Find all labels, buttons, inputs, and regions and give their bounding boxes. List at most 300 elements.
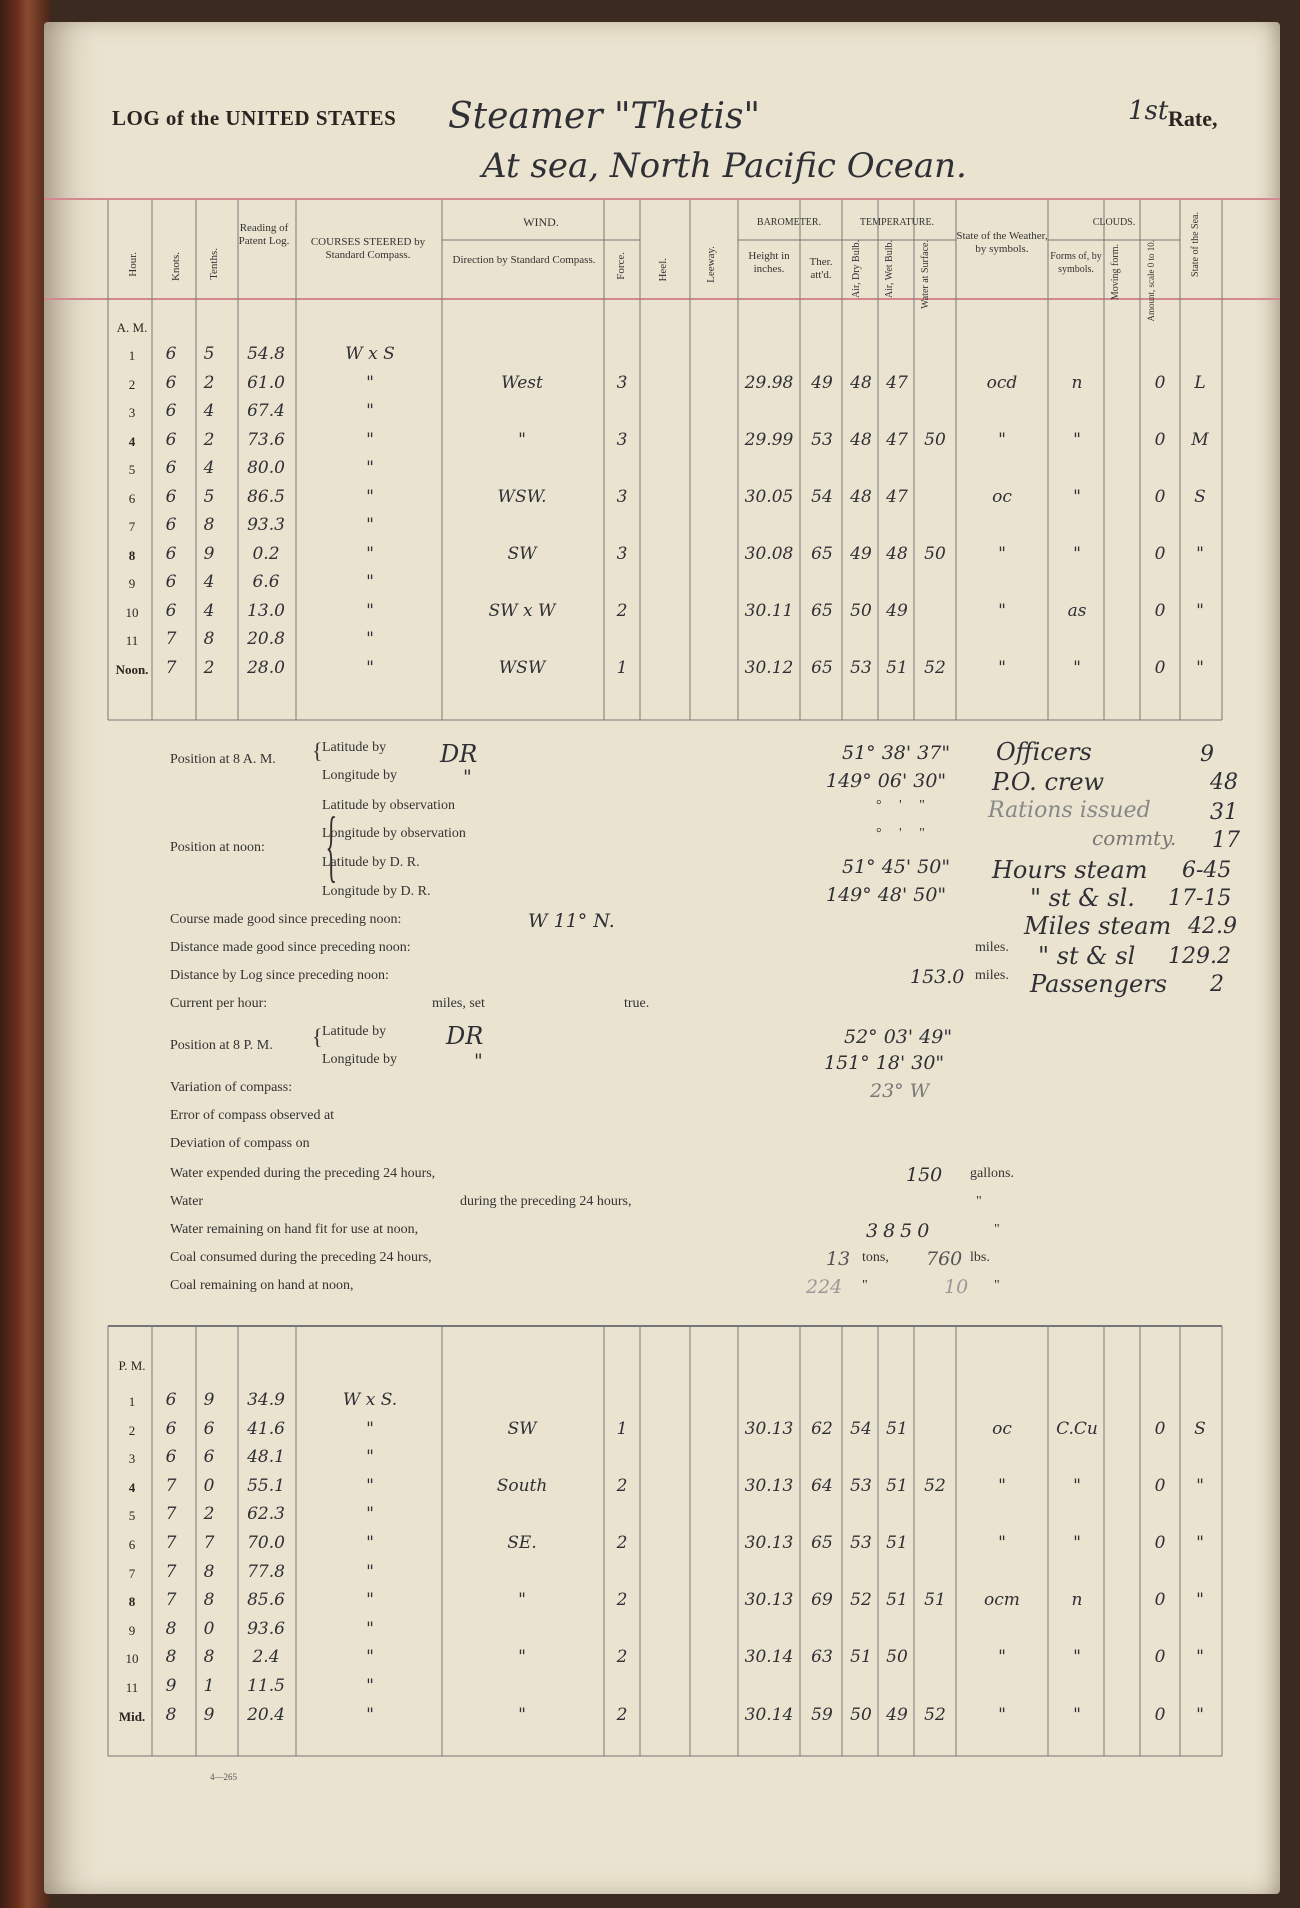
sea-cell: "	[1196, 1590, 1204, 1611]
log-cell: 0.2	[252, 543, 280, 564]
knots-cell: 7	[165, 1504, 177, 1525]
wet-cell: 51	[886, 657, 908, 678]
ther-cell: 59	[811, 1704, 833, 1725]
hour-cell: 4	[128, 433, 136, 449]
log-cell: 28.0	[247, 657, 285, 678]
knots-cell: 6	[165, 1390, 177, 1410]
knots-cell: 6	[165, 344, 177, 364]
hour-cell: 7	[128, 1565, 136, 1581]
course-cell: "	[366, 1647, 374, 1668]
pos8am-lon-label: Longitude by	[322, 768, 398, 783]
noon-label: Position at noon:	[170, 840, 265, 855]
location: At sea, North Pacific Ocean.	[482, 146, 967, 186]
pos8pm-label: Position at 8 P. M.	[170, 1038, 273, 1053]
coal-rem-lbs: 10	[944, 1276, 969, 1298]
hour-cell: 10	[125, 604, 139, 620]
wet-cell: 49	[886, 1704, 908, 1725]
force-cell: 2	[616, 1647, 628, 1668]
wet-cell: 48	[886, 543, 908, 564]
note-label: Hours steam	[992, 856, 1148, 884]
log-cell: 73.6	[247, 429, 285, 450]
col-knots: Knots.	[170, 252, 182, 282]
forms-cell: "	[1073, 1647, 1081, 1668]
log-cell: 2.4	[252, 1647, 280, 1668]
force-cell: 2	[616, 600, 628, 621]
hour-cell: 3	[128, 1451, 136, 1467]
knots-cell: 7	[165, 1475, 177, 1496]
knots-cell: 8	[165, 1618, 177, 1639]
amount-cell: 0	[1154, 543, 1166, 564]
knots-cell: 6	[165, 458, 177, 478]
knots-cell: 7	[165, 1590, 177, 1611]
wind-cell: "	[518, 1647, 526, 1668]
forms-cell: n	[1071, 372, 1083, 393]
wet-cell: 47	[886, 429, 908, 450]
pos8pm-lat-label: Latitude by	[322, 1024, 387, 1039]
water-cell: 52	[924, 1704, 946, 1725]
knots-cell: 7	[165, 657, 177, 678]
sea-cell: L	[1194, 372, 1206, 393]
amount-cell: 0	[1154, 1475, 1166, 1496]
dist-log-value: 153.0	[910, 966, 965, 988]
coal-cons-lbs-label: lbs.	[970, 1250, 990, 1265]
height-cell: 30.13	[744, 1418, 794, 1439]
variation-value: 23° W	[870, 1080, 930, 1102]
pos8pm-method: DR	[446, 1022, 484, 1050]
height-cell: 29.98	[744, 372, 794, 393]
dry-cell: 54	[850, 1418, 872, 1439]
pos8pm-lon: 151° 18' 30"	[824, 1052, 945, 1074]
note-value: 31	[1210, 800, 1238, 825]
weather-cell: "	[998, 657, 1006, 678]
dry-cell: 49	[850, 543, 872, 564]
tenths-cell: 2	[203, 372, 215, 393]
hour-cell: 5	[128, 462, 136, 477]
note-label: " st & sl.	[1030, 884, 1135, 912]
course-cell: "	[366, 1561, 374, 1582]
tenths-cell: 8	[203, 1590, 215, 1611]
water-ditto: "	[976, 1194, 982, 1209]
tenths-cell: 1	[203, 1676, 215, 1696]
pos8am-lon: 149° 06' 30"	[826, 770, 947, 792]
forms-cell: "	[1073, 1475, 1081, 1496]
noon-lon-dr: 149° 48' 50"	[826, 884, 947, 906]
log-cell: 20.8	[247, 629, 285, 649]
water-cell: 50	[924, 543, 946, 564]
col-leeway: Leeway.	[705, 246, 717, 283]
col-amount: Amount, scale 0 to 10.	[1146, 240, 1156, 322]
wind-cell: West	[501, 372, 543, 393]
col-clouds: CLOUDS.	[1092, 217, 1136, 228]
height-cell: 30.05	[744, 486, 794, 507]
col-cloud-forms: Forms of, by symbols.	[1050, 251, 1102, 275]
dist-good-label: Distance made good since preceding noon:	[170, 940, 411, 955]
log-cell: 70.0	[247, 1533, 285, 1553]
wet-cell: 51	[886, 1475, 908, 1496]
coal-rem-tons-ditto: "	[862, 1278, 868, 1293]
course-cell: "	[366, 1447, 374, 1468]
weather-cell: ocm	[984, 1590, 1020, 1611]
wet-cell: 50	[886, 1647, 908, 1668]
hour-cell: 11	[125, 633, 139, 648]
weather-cell: ocd	[986, 372, 1018, 393]
log-cell: 48.1	[247, 1447, 285, 1468]
hour-cell: 6	[128, 490, 136, 506]
ther-cell: 65	[811, 600, 833, 621]
tenths-cell: 0	[203, 1618, 215, 1639]
course-cell: "	[366, 1475, 374, 1496]
amount-cell: 0	[1154, 1418, 1166, 1439]
pos8am-method-ditto: "	[463, 766, 472, 788]
note-value: 42.9	[1188, 914, 1237, 939]
lat-obs-label: Latitude by observation	[322, 798, 455, 813]
dry-cell: 51	[850, 1647, 872, 1668]
coal-rem-lbs-ditto: "	[994, 1278, 1000, 1293]
hour-cell: 8	[128, 1594, 136, 1610]
ther-cell: 65	[811, 1533, 833, 1553]
col-wind-direction: Direction by Standard Compass.	[452, 254, 596, 266]
dry-cell: 50	[850, 1704, 872, 1725]
tenths-cell: 4	[203, 458, 215, 478]
log-title: LOG of the UNITED STATES	[112, 106, 397, 130]
force-cell: 3	[616, 372, 628, 393]
water-exp-gallons: gallons.	[970, 1166, 1014, 1181]
sea-cell: "	[1196, 1475, 1204, 1496]
col-courses: COURSES STEERED by Standard Compass.	[310, 236, 426, 261]
brace-noon: {	[325, 802, 337, 890]
course-value: W 11° N.	[528, 910, 615, 932]
pos8am-method: DR	[440, 740, 478, 768]
course-cell: "	[366, 600, 374, 621]
wind-cell: "	[518, 1590, 526, 1611]
dry-cell: 50	[850, 600, 872, 621]
force-cell: 3	[616, 429, 628, 450]
log-cell: 67.4	[247, 401, 285, 421]
ther-cell: 62	[811, 1418, 833, 1439]
note-value: 17-15	[1168, 886, 1232, 911]
knots-cell: 8	[165, 1647, 177, 1668]
knots-cell: 7	[165, 629, 177, 649]
col-ther: Ther. att'd.	[809, 256, 833, 281]
water-rem-value: 3850	[866, 1220, 935, 1242]
force-cell: 2	[616, 1475, 628, 1496]
knots-cell: 6	[165, 1447, 177, 1468]
height-cell: 30.14	[744, 1647, 794, 1668]
forms-cell: "	[1073, 486, 1081, 507]
log-cell: 62.3	[247, 1504, 285, 1525]
rate-label: Rate,	[1168, 106, 1218, 131]
ther-cell: 49	[811, 372, 833, 393]
amount-cell: 0	[1154, 486, 1166, 507]
log-cell: 34.9	[247, 1390, 285, 1410]
am-label: A. M.	[116, 320, 148, 335]
log-cell: 61.0	[247, 372, 285, 393]
sea-cell: "	[1196, 1704, 1204, 1725]
water-label: Water	[170, 1194, 204, 1209]
force-cell: 3	[616, 543, 628, 564]
weather-cell: "	[998, 1533, 1006, 1553]
lon-obs-value: ° ' "	[876, 826, 925, 841]
amount-cell: 0	[1154, 1647, 1166, 1668]
force-cell: 1	[616, 657, 628, 678]
forms-cell: "	[1073, 1533, 1081, 1553]
note-label: commty.	[1092, 826, 1177, 850]
brace-8am: {	[312, 738, 323, 763]
amount-cell: 0	[1154, 657, 1166, 678]
height-cell: 30.12	[744, 657, 794, 678]
noon-lat-dr: 51° 45' 50"	[842, 856, 951, 878]
knots-cell: 6	[165, 543, 177, 564]
coal-cons-label: Coal consumed during the preceding 24 hours,	[170, 1250, 432, 1265]
water-cell: 52	[924, 1475, 946, 1496]
wet-cell: 49	[886, 600, 908, 621]
lon-obs-label: Longitude by observation	[322, 826, 466, 841]
note-value: 9	[1200, 742, 1214, 767]
note-label: " st & sl	[1038, 942, 1136, 970]
tenths-cell: 8	[203, 1561, 215, 1582]
log-cell: 80.0	[247, 458, 285, 478]
knots-cell: 9	[165, 1676, 177, 1696]
tenths-cell: 9	[203, 543, 215, 564]
tenths-cell: 4	[203, 401, 215, 421]
tenths-cell: 2	[203, 429, 215, 450]
ther-cell: 64	[811, 1475, 833, 1496]
hour-cell: 6	[128, 1537, 136, 1552]
height-cell: 29.99	[744, 429, 794, 450]
water-rem-label: Water remaining on hand fit for use at noon,	[170, 1222, 419, 1237]
tenths-cell: 9	[203, 1704, 215, 1725]
col-air-dry: Air, Dry Bulb.	[851, 240, 862, 298]
col-height: Height in inches.	[748, 250, 790, 275]
wet-cell: 47	[886, 372, 908, 393]
water-exp-value: 150	[906, 1164, 943, 1186]
note-value: 17	[1212, 828, 1240, 853]
sea-cell: "	[1196, 657, 1204, 678]
tenths-cell: 4	[203, 572, 215, 592]
hour-cell: 10	[125, 1651, 139, 1667]
course-cell: "	[366, 515, 374, 535]
tenths-cell: 8	[203, 629, 215, 649]
course-cell: "	[366, 629, 374, 649]
note-label: Miles steam	[1024, 912, 1172, 940]
course-cell: "	[366, 1504, 374, 1525]
wet-cell: 47	[886, 486, 908, 507]
tenths-cell: 0	[203, 1475, 215, 1496]
force-cell: 1	[616, 1418, 628, 1439]
log-cell: 13.0	[247, 600, 285, 621]
vessel-name: Steamer "Thetis"	[448, 96, 761, 137]
col-wind: WIND.	[523, 215, 559, 229]
tenths-cell: 7	[203, 1533, 215, 1553]
coal-cons-tons: 13	[826, 1248, 851, 1270]
tenths-cell: 5	[203, 486, 215, 507]
deviation-label: Deviation of compass on	[170, 1136, 310, 1151]
ther-cell: 63	[811, 1647, 833, 1668]
water-exp-label: Water expended during the preceding 24 hours,	[170, 1166, 436, 1181]
forms-cell: "	[1073, 429, 1081, 450]
log-cell: 54.8	[247, 344, 285, 364]
pos8pm-lat: 52° 03' 49"	[844, 1026, 953, 1048]
knots-cell: 6	[165, 401, 177, 421]
coal-cons-lbs: 760	[926, 1248, 963, 1270]
col-heel: Heel.	[657, 258, 669, 282]
weather-cell: "	[998, 1647, 1006, 1668]
height-cell: 30.08	[744, 543, 794, 564]
variation-label: Variation of compass:	[170, 1080, 293, 1095]
knots-cell: 7	[165, 1561, 177, 1582]
log-cell: 77.8	[247, 1561, 285, 1582]
log-cell: 55.1	[247, 1475, 285, 1496]
weather-cell: "	[998, 600, 1006, 621]
ther-cell: 65	[811, 543, 833, 564]
knots-cell: 7	[165, 1533, 177, 1553]
note-label: Officers	[996, 738, 1092, 766]
dry-cell: 52	[850, 1590, 872, 1611]
ther-cell: 54	[811, 486, 833, 507]
wet-cell: 51	[886, 1418, 908, 1439]
dist-log-label: Distance by Log since preceding noon:	[170, 968, 389, 983]
hour-cell: 4	[128, 1479, 136, 1495]
sea-cell: "	[1196, 600, 1204, 621]
log-cell: 11.5	[247, 1676, 285, 1696]
force-cell: 2	[616, 1533, 628, 1553]
ther-cell: 65	[811, 657, 833, 678]
amount-cell: 0	[1154, 600, 1166, 621]
forms-cell: "	[1073, 1704, 1081, 1725]
sea-cell: "	[1196, 1533, 1204, 1553]
force-cell: 2	[616, 1704, 628, 1725]
hour-cell: 9	[128, 1622, 136, 1638]
lat-obs-value: ° ' "	[876, 798, 925, 813]
dry-cell: 53	[850, 657, 872, 678]
forms-cell: as	[1067, 600, 1087, 621]
amount-cell: 0	[1154, 429, 1166, 450]
tenths-cell: 9	[203, 1390, 215, 1410]
height-cell: 30.13	[744, 1533, 794, 1553]
lat-dr-label: Latitude by D. R.	[322, 855, 420, 870]
error-label: Error of compass observed at	[170, 1108, 335, 1123]
wind-cell: "	[518, 429, 526, 450]
knots-cell: 6	[165, 429, 177, 450]
dry-cell: 48	[850, 429, 872, 450]
course-cell: "	[366, 486, 374, 507]
sea-cell: S	[1194, 486, 1206, 507]
height-cell: 30.13	[744, 1590, 794, 1611]
log-cell: 6.6	[252, 572, 280, 592]
wind-cell: SW	[507, 543, 537, 564]
note-value: 6-45	[1182, 858, 1232, 883]
wind-cell: SW	[507, 1418, 537, 1439]
height-cell: 30.14	[744, 1704, 794, 1725]
col-weather: State of the Weather, by symbols.	[956, 230, 1048, 255]
course-cell: W x S.	[342, 1390, 398, 1410]
col-barometer: BAROMETER.	[756, 217, 822, 228]
weather-cell: oc	[992, 486, 1012, 507]
tenths-cell: 2	[203, 657, 215, 678]
course-cell: "	[366, 401, 374, 421]
lon-dr-label: Longitude by D. R.	[322, 884, 431, 899]
tenths-cell: 4	[203, 600, 215, 621]
note-value: 129.2	[1168, 944, 1231, 969]
note-value: 48	[1210, 770, 1238, 795]
course-cell: "	[366, 1618, 374, 1639]
note-value: 2	[1210, 972, 1224, 997]
wind-cell: SW x W	[488, 600, 556, 621]
knots-cell: 8	[165, 1704, 177, 1725]
height-cell: 30.13	[744, 1475, 794, 1496]
course-label: Course made good since preceding noon:	[170, 912, 402, 927]
course-cell: "	[366, 1533, 374, 1553]
water-cell: 51	[924, 1590, 946, 1611]
forms-cell: "	[1073, 543, 1081, 564]
weather-cell: "	[998, 543, 1006, 564]
course-cell: "	[366, 1590, 374, 1611]
wet-cell: 51	[886, 1533, 908, 1553]
hour-cell: 3	[128, 405, 136, 420]
course-cell: W x S	[345, 344, 395, 364]
wind-cell: WSW.	[497, 486, 547, 507]
force-cell: 3	[616, 486, 628, 507]
knots-cell: 6	[165, 572, 177, 592]
sea-cell: S	[1194, 1418, 1206, 1439]
course-cell: "	[366, 372, 374, 393]
log-cell: 86.5	[247, 486, 285, 507]
hour-cell: 7	[128, 519, 136, 534]
tenths-cell: 6	[203, 1447, 215, 1468]
knots-cell: 6	[165, 372, 177, 393]
log-cell: 20.4	[247, 1704, 285, 1725]
hour-cell: 1	[128, 1394, 136, 1409]
current-true: true.	[624, 996, 650, 1011]
dist-good-miles: miles.	[975, 940, 1009, 955]
brace-8pm: {	[312, 1024, 323, 1049]
amount-cell: 0	[1154, 1590, 1166, 1611]
wind-cell: SE.	[507, 1533, 537, 1553]
coal-cons-tons-label: tons,	[862, 1250, 889, 1265]
hour-cell: 1	[128, 348, 136, 363]
hour-cell: 8	[128, 547, 136, 563]
ther-cell: 69	[811, 1590, 833, 1611]
dry-cell: 48	[850, 486, 872, 507]
weather-cell: oc	[992, 1418, 1012, 1439]
amount-cell: 0	[1154, 1704, 1166, 1725]
pos8am-lat: 51° 38' 37"	[842, 742, 951, 764]
note-label: Passengers	[1030, 970, 1168, 998]
col-patent-log: Reading of Patent Log.	[238, 222, 290, 247]
hour-cell: 9	[128, 576, 136, 591]
col-sea: State of the Sea.	[1190, 212, 1201, 277]
tenths-cell: 6	[203, 1418, 215, 1439]
wet-cell: 51	[886, 1590, 908, 1611]
weather-cell: "	[998, 1704, 1006, 1725]
ther-cell: 53	[811, 429, 833, 450]
sea-cell: M	[1191, 429, 1209, 450]
tenths-cell: 2	[203, 1504, 215, 1525]
col-water-surface: Water at Surface.	[920, 240, 931, 309]
force-cell: 2	[616, 1590, 628, 1611]
wind-cell: South	[496, 1475, 548, 1496]
course-cell: "	[366, 458, 374, 478]
tenths-cell: 5	[203, 344, 215, 364]
forms-cell: n	[1071, 1590, 1083, 1611]
coal-rem-label: Coal remaining on hand at noon,	[170, 1278, 354, 1293]
dry-cell: 48	[850, 372, 872, 393]
current-label: Current per hour:	[170, 996, 268, 1011]
dry-cell: 53	[850, 1475, 872, 1496]
col-hour: Hour.	[127, 252, 139, 277]
tenths-cell: 8	[203, 1647, 215, 1668]
col-moving: Moving form.	[1110, 244, 1121, 301]
